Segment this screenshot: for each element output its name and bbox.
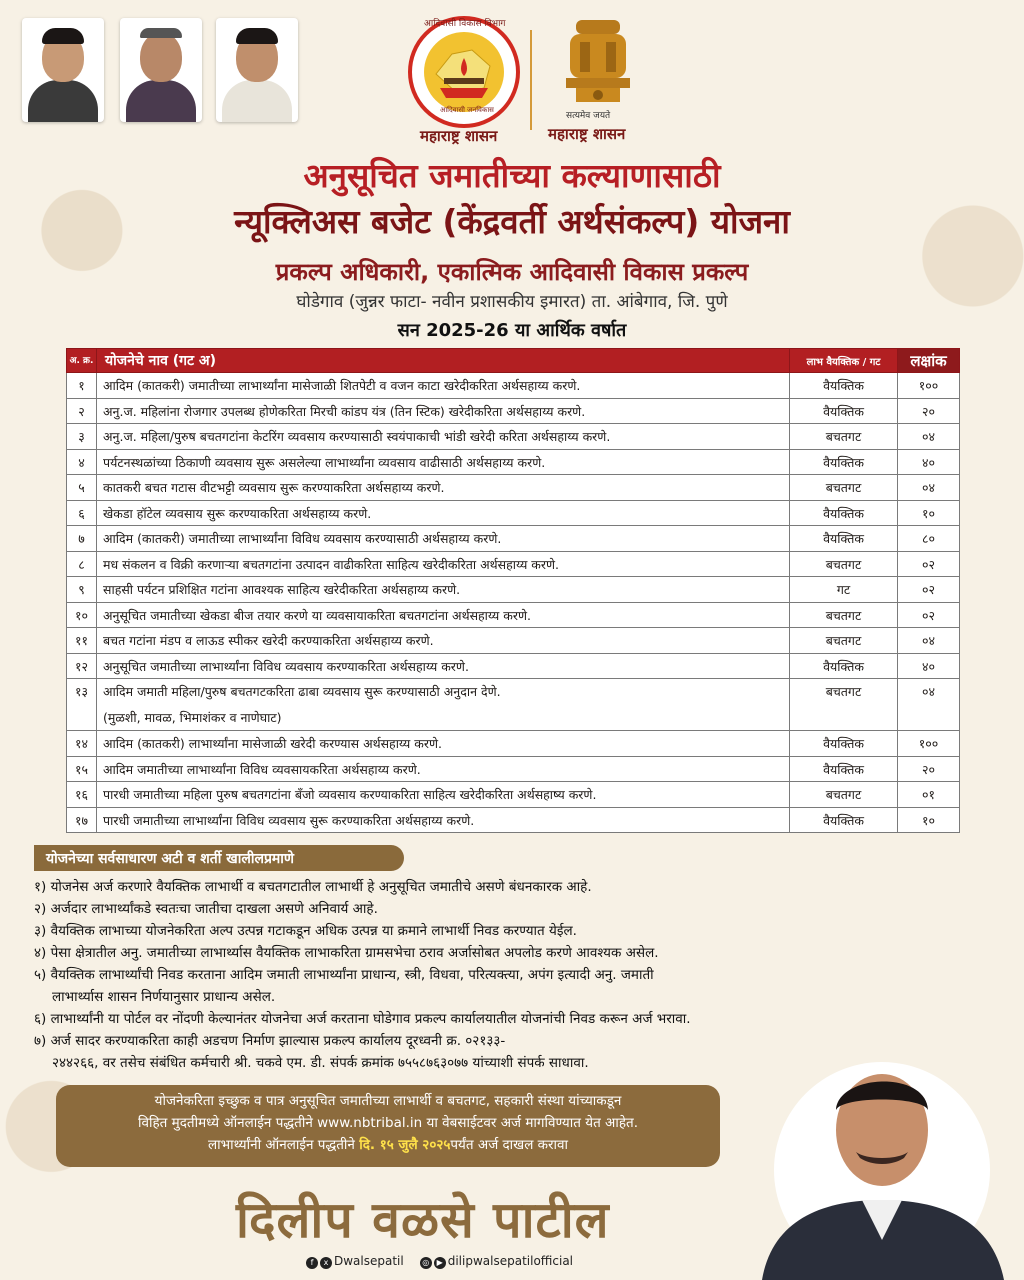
table-row	[67, 526, 960, 552]
speaker-name: दिलीप वळसे पाटील	[236, 1191, 610, 1249]
scheme-name-text: आदिम (कातकरी) जमातीच्या लाभार्थ्यांना विविध व्यवसाय करण्यासाठी अर्थसहाय्य करणे.	[103, 531, 502, 546]
title-line-1: अनुसूचित जमातीच्या कल्याणासाठी	[303, 156, 721, 195]
term-item: २४४२६६, वर तसेच संबंधित कर्मचारी श्री. चकवे एम. डी. संपर्क क्रमांक ७५५८७६३०७७ यांच्याशी संपर्क साधावा.	[52, 1055, 589, 1071]
row-target: १०	[898, 500, 960, 526]
row-scheme-name	[97, 756, 790, 782]
financial-year: सन 2025-26 या आर्थिक वर्षात	[397, 320, 627, 341]
deadline-date: दि. १५ जुलै २०२५	[359, 1137, 451, 1153]
facebook-icon: f	[306, 1257, 318, 1269]
row-benefit-type: गट	[790, 577, 898, 603]
social-links	[306, 1254, 573, 1269]
portrait-1	[22, 18, 104, 122]
row-scheme-name	[97, 475, 790, 501]
row-target: २०	[898, 398, 960, 424]
application-info-box	[56, 1085, 720, 1167]
row-scheme-name	[97, 679, 790, 731]
table-header-row	[67, 349, 960, 373]
term-item: ५) वैयक्तिक लाभार्थ्यांची निवड करताना आदिम जमाती लाभार्थ्यांना प्राधान्य, स्त्री, विधवा, परित्यक्त्या, अपंग इत्यादी अनु. जमाती	[34, 967, 654, 983]
row-target: ०४	[898, 679, 960, 731]
scheme-name-text: कातकरी बचत गटास वीटभट्टी व्यवसाय सुरू करण्याकरिता अर्थसहाय्य करणे.	[103, 480, 445, 495]
social-group-2	[420, 1254, 573, 1269]
scheme-name-text: आदिम (कातकरी) लाभार्थ्यांना मासेजाळी खरेदी करण्यास अर्थसहाय्य करणे.	[103, 736, 442, 751]
row-target: ४०	[898, 653, 960, 679]
row-target: ४०	[898, 449, 960, 475]
social-handle-2[interactable]: dilipwalsepatilofficial	[447, 1254, 574, 1268]
row-target: ०१	[898, 782, 960, 808]
row-target: ०४	[898, 424, 960, 450]
header-benefit-type: लाभ वैयक्तिक / गट	[790, 349, 898, 373]
table-row	[67, 398, 960, 424]
row-scheme-name	[97, 500, 790, 526]
row-serial: १५	[67, 756, 97, 782]
youtube-icon: ▶	[434, 1257, 446, 1269]
scheme-name-text: पारधी जमातीच्या लाभार्थ्यांना विविध व्यवसाय सुरू करण्याकरिता अर्थसहाय्य करणे.	[103, 812, 475, 828]
table-row	[67, 449, 960, 475]
row-scheme-name	[97, 424, 790, 450]
scheme-name-text: पारधी जमातीच्या महिला पुरुष बचतगटांना बँजो व्यवसाय करण्याकरिता साहित्य खरेदीकरिता अर्थसहाष्य करणे.	[103, 787, 597, 802]
row-serial: १	[67, 373, 97, 399]
row-serial: ४	[67, 449, 97, 475]
row-benefit-type: वैयक्तिक	[790, 756, 898, 782]
social-group-1	[306, 1254, 404, 1269]
info-line-3-post: पर्यंत अर्ज दाखल करावा	[450, 1137, 569, 1153]
table-body	[67, 373, 960, 833]
term-item: २) अर्जदार लाभार्थ्यांकडे स्वतःचा जातीचा दाखला असणे अनिवार्य आहे.	[34, 901, 378, 917]
scheme-name-text: अनुसूचित जमातीच्या लाभार्थ्यांना विविध व्यवसाय करण्याकरिता अर्थसहाय्य करणे.	[103, 658, 469, 674]
scheme-name-text: आदिम (कातकरी) जमातीच्या लाभार्थ्यांना मासेजाळी शितपेटी व वजन काटा खरेदीकरिता अर्थसहाय्य करणे.	[103, 378, 581, 393]
row-benefit-type: बचतगट	[790, 782, 898, 808]
row-serial: १०	[67, 602, 97, 628]
term-item: ६) लाभार्थ्यांनी या पोर्टल वर नोंदणी केल्यानंतर योजनेचा अर्ज करताना घोडेगाव प्रकल्प कार्यालयातील योजनांची निवड करून अर्ज भरावा.	[34, 1011, 691, 1027]
row-serial: १४	[67, 731, 97, 757]
row-serial: ७	[67, 526, 97, 552]
table-row	[67, 653, 960, 679]
row-scheme-name	[97, 398, 790, 424]
row-scheme-name	[97, 577, 790, 603]
header-serial: अ. क्र.	[67, 349, 97, 373]
row-serial: ८	[67, 551, 97, 577]
header-target: लक्षांक	[898, 349, 960, 373]
row-serial: ९	[67, 577, 97, 603]
info-line-3	[56, 1134, 720, 1156]
scheme-name-text: अनु.ज. महिलांना रोजगार उपलब्ध होणेकरिता मिरची कांडप यंत्र (तिन स्टिक) खरेदीकरिता अर्थसहाय्य करणे.	[103, 403, 586, 419]
row-serial: ३	[67, 424, 97, 450]
row-benefit-type: बचतगट	[790, 475, 898, 501]
row-benefit-type: वैयक्तिक	[790, 373, 898, 399]
row-benefit-type: वैयक्तिक	[790, 731, 898, 757]
row-scheme-name	[97, 602, 790, 628]
row-serial: ५	[67, 475, 97, 501]
table-row	[67, 628, 960, 654]
row-target: ८०	[898, 526, 960, 552]
row-serial: ६	[67, 500, 97, 526]
row-serial: २	[67, 398, 97, 424]
table-row	[67, 679, 960, 731]
portrait-3	[216, 18, 298, 122]
table-row	[67, 551, 960, 577]
scheme-name-text: साहसी पर्यटन प्रशिक्षित गटांना आवश्यक साहित्य खरेदीकरिता अर्थसहाय्य करणे.	[103, 582, 461, 597]
row-scheme-name	[97, 731, 790, 757]
scheme-name-text: अनु.ज. महिला/पुरुष बचतगटांना केटरिंग व्यवसाय करण्यासाठी स्वयंपाकाची भांडी खरेदी करिता अर्थसहाय्य करणे.	[103, 429, 611, 444]
table-row	[67, 577, 960, 603]
row-target: ०२	[898, 551, 960, 577]
logo-left-caption: महाराष्ट्र शासन	[420, 127, 498, 145]
emblem-motto: सत्यमेव जयते	[566, 111, 611, 121]
logo-left-inner-text: आदिवासी जनविकास	[440, 106, 494, 114]
scheme-name-extra: (मुळशी, मावळ, भिमाशंकर व नाणेघाट)	[103, 710, 282, 725]
row-target: ०४	[898, 475, 960, 501]
table-row	[67, 500, 960, 526]
office-address: घोडेगाव (जुन्नर फाटा- नवीन प्रशासकीय इमारत) ता. आंबेगाव, जि. पुणे	[296, 292, 728, 312]
table-row	[67, 475, 960, 501]
row-benefit-type: वैयक्तिक	[790, 807, 898, 833]
info-line-2: विहित मुदतीमध्ये ऑनलाईन पद्धतीने www.nbtribal.in या वेबसाईटवर अर्ज मागविण्यात येत आहेत.	[137, 1115, 639, 1131]
scheme-name-text: मध संकलन व विक्री करणाऱ्या बचतगटांना उत्पादन वाढीकरिता साहित्य खरेदीकरिता अर्थसहाय्य करणे.	[103, 556, 560, 572]
instagram-icon: ◎	[420, 1257, 432, 1269]
row-benefit-type: वैयक्तिक	[790, 526, 898, 552]
table-row	[67, 807, 960, 833]
row-scheme-name	[97, 526, 790, 552]
scheme-name-text: खेकडा हॉटेल व्यवसाय सुरू करण्याकरिता अर्थसहाय्य करणे.	[103, 505, 372, 521]
x-icon: x	[320, 1257, 332, 1269]
scheme-name-text: आदिम जमातीच्या लाभार्थ्यांना विविध व्यवसायकरिता अर्थसहाय्य करणे.	[103, 761, 421, 777]
row-benefit-type: वैयक्तिक	[790, 449, 898, 475]
terms-heading: योजनेच्या सर्वसाधारण अटी व शर्ती खालीलप्रमाणे	[34, 845, 404, 871]
row-benefit-type: वैयक्तिक	[790, 398, 898, 424]
header-scheme-name: योजनेचे नाव (गट अ)	[97, 349, 790, 373]
row-scheme-name	[97, 449, 790, 475]
row-serial: १३	[67, 679, 97, 731]
row-scheme-name	[97, 653, 790, 679]
row-target: ०४	[898, 628, 960, 654]
logo-left-arc-text: आदिवासी विकास विभाग	[424, 19, 506, 29]
row-benefit-type: बचतगट	[790, 551, 898, 577]
row-target: २०	[898, 756, 960, 782]
scheme-name-text: अनुसूचित जमातीच्या खेकडा बीज तयार करणे या व्यवसायाकरिता बचतगटांना अर्थसहाय्य करणे.	[103, 607, 531, 623]
row-target: १००	[898, 373, 960, 399]
row-scheme-name	[97, 807, 790, 833]
term-item: ३) वैयक्तिक लाभाच्या योजनेकरिता अल्प उत्पन्न गटाकडून अधिक उत्पन्न या क्रमाने लाभार्थी निवड करण्यात येईल.	[34, 923, 577, 939]
term-item: लाभार्थ्यास शासन निर्णयानुसार प्राधान्य असेल.	[52, 989, 276, 1005]
info-line-1: योजनेकरिता इच्छुक व पात्र अनुसूचित जमातीच्या लाभार्थी व बचतगट, सहकारी संस्था यांच्याकडून	[154, 1093, 622, 1109]
schemes-table	[66, 348, 960, 833]
row-benefit-type: बचतगट	[790, 628, 898, 654]
row-benefit-type: वैयक्तिक	[790, 500, 898, 526]
table-row	[67, 782, 960, 808]
term-item: ७) अर्ज सादर करण्याकरिता काही अडचण निर्माण झाल्यास प्रकल्प कार्यालय दूरध्वनी क्र. ०२१३३-	[34, 1033, 506, 1049]
logo-divider	[530, 30, 532, 130]
row-benefit-type: वैयक्तिक	[790, 653, 898, 679]
row-serial: १६	[67, 782, 97, 808]
row-benefit-type: बचतगट	[790, 424, 898, 450]
row-target: ०२	[898, 602, 960, 628]
table-row	[67, 373, 960, 399]
table-row	[67, 602, 960, 628]
term-item: १) योजनेस अर्ज करणारे वैयक्तिक लाभार्थी व बचतगटातील लाभार्थी हे अनुसूचित जमातीचे असणे बंधनकारक आहे.	[34, 879, 592, 895]
table-row	[67, 424, 960, 450]
office-title: प्रकल्प अधिकारी, एकात्मिक आदिवासी विकास प्रकल्प	[275, 258, 749, 286]
row-scheme-name	[97, 628, 790, 654]
row-serial: १२	[67, 653, 97, 679]
row-benefit-type: बचतगट	[790, 679, 898, 731]
term-item: ४) पेसा क्षेत्रातील अनु. जमातीच्या लाभार्थ्यास वैयक्तिक लाभाकरिता ग्रामसभेचा ठराव अर्जासोबत अपलोड करणे आवश्यक असेल.	[34, 945, 659, 961]
row-scheme-name	[97, 551, 790, 577]
table-row	[67, 731, 960, 757]
social-handle-1[interactable]: Dwalsepatil	[334, 1254, 404, 1268]
scheme-name-text: बचत गटांना मंडप व लाऊड स्पीकर खरेदी करण्याकरिता अर्थसहाय्य करणे.	[103, 633, 434, 648]
speaker-photo	[742, 1040, 1024, 1280]
row-scheme-name	[97, 782, 790, 808]
title-line-2: न्यूक्लिअस बजेट (केंद्रवर्ती अर्थसंकल्प) योजना	[234, 202, 790, 241]
row-scheme-name	[97, 373, 790, 399]
row-target: १००	[898, 731, 960, 757]
row-serial: १७	[67, 807, 97, 833]
row-target: १०	[898, 807, 960, 833]
row-target: ०२	[898, 577, 960, 603]
row-benefit-type: बचतगट	[790, 602, 898, 628]
tribal-dept-logo	[406, 14, 522, 144]
table-row	[67, 756, 960, 782]
row-serial: ११	[67, 628, 97, 654]
scheme-name-text: आदिम जमाती महिला/पुरुष बचतगटकरिता ढाबा व्यवसाय सुरू करण्यासाठी अनुदान देणे.	[103, 684, 501, 699]
info-line-3-pre: लाभार्थ्यांनी ऑनलाईन पद्धतीने	[207, 1137, 360, 1153]
logo-right-caption: महाराष्ट्र शासन	[548, 125, 626, 143]
scheme-name-text: पर्यटनस्थळांच्या ठिकाणी व्यवसाय सुरू असलेल्या लाभार्थ्यांना व्यवसाय वाढीसाठी अर्थसहाय्य करणे.	[103, 454, 546, 470]
portrait-2	[120, 18, 202, 122]
